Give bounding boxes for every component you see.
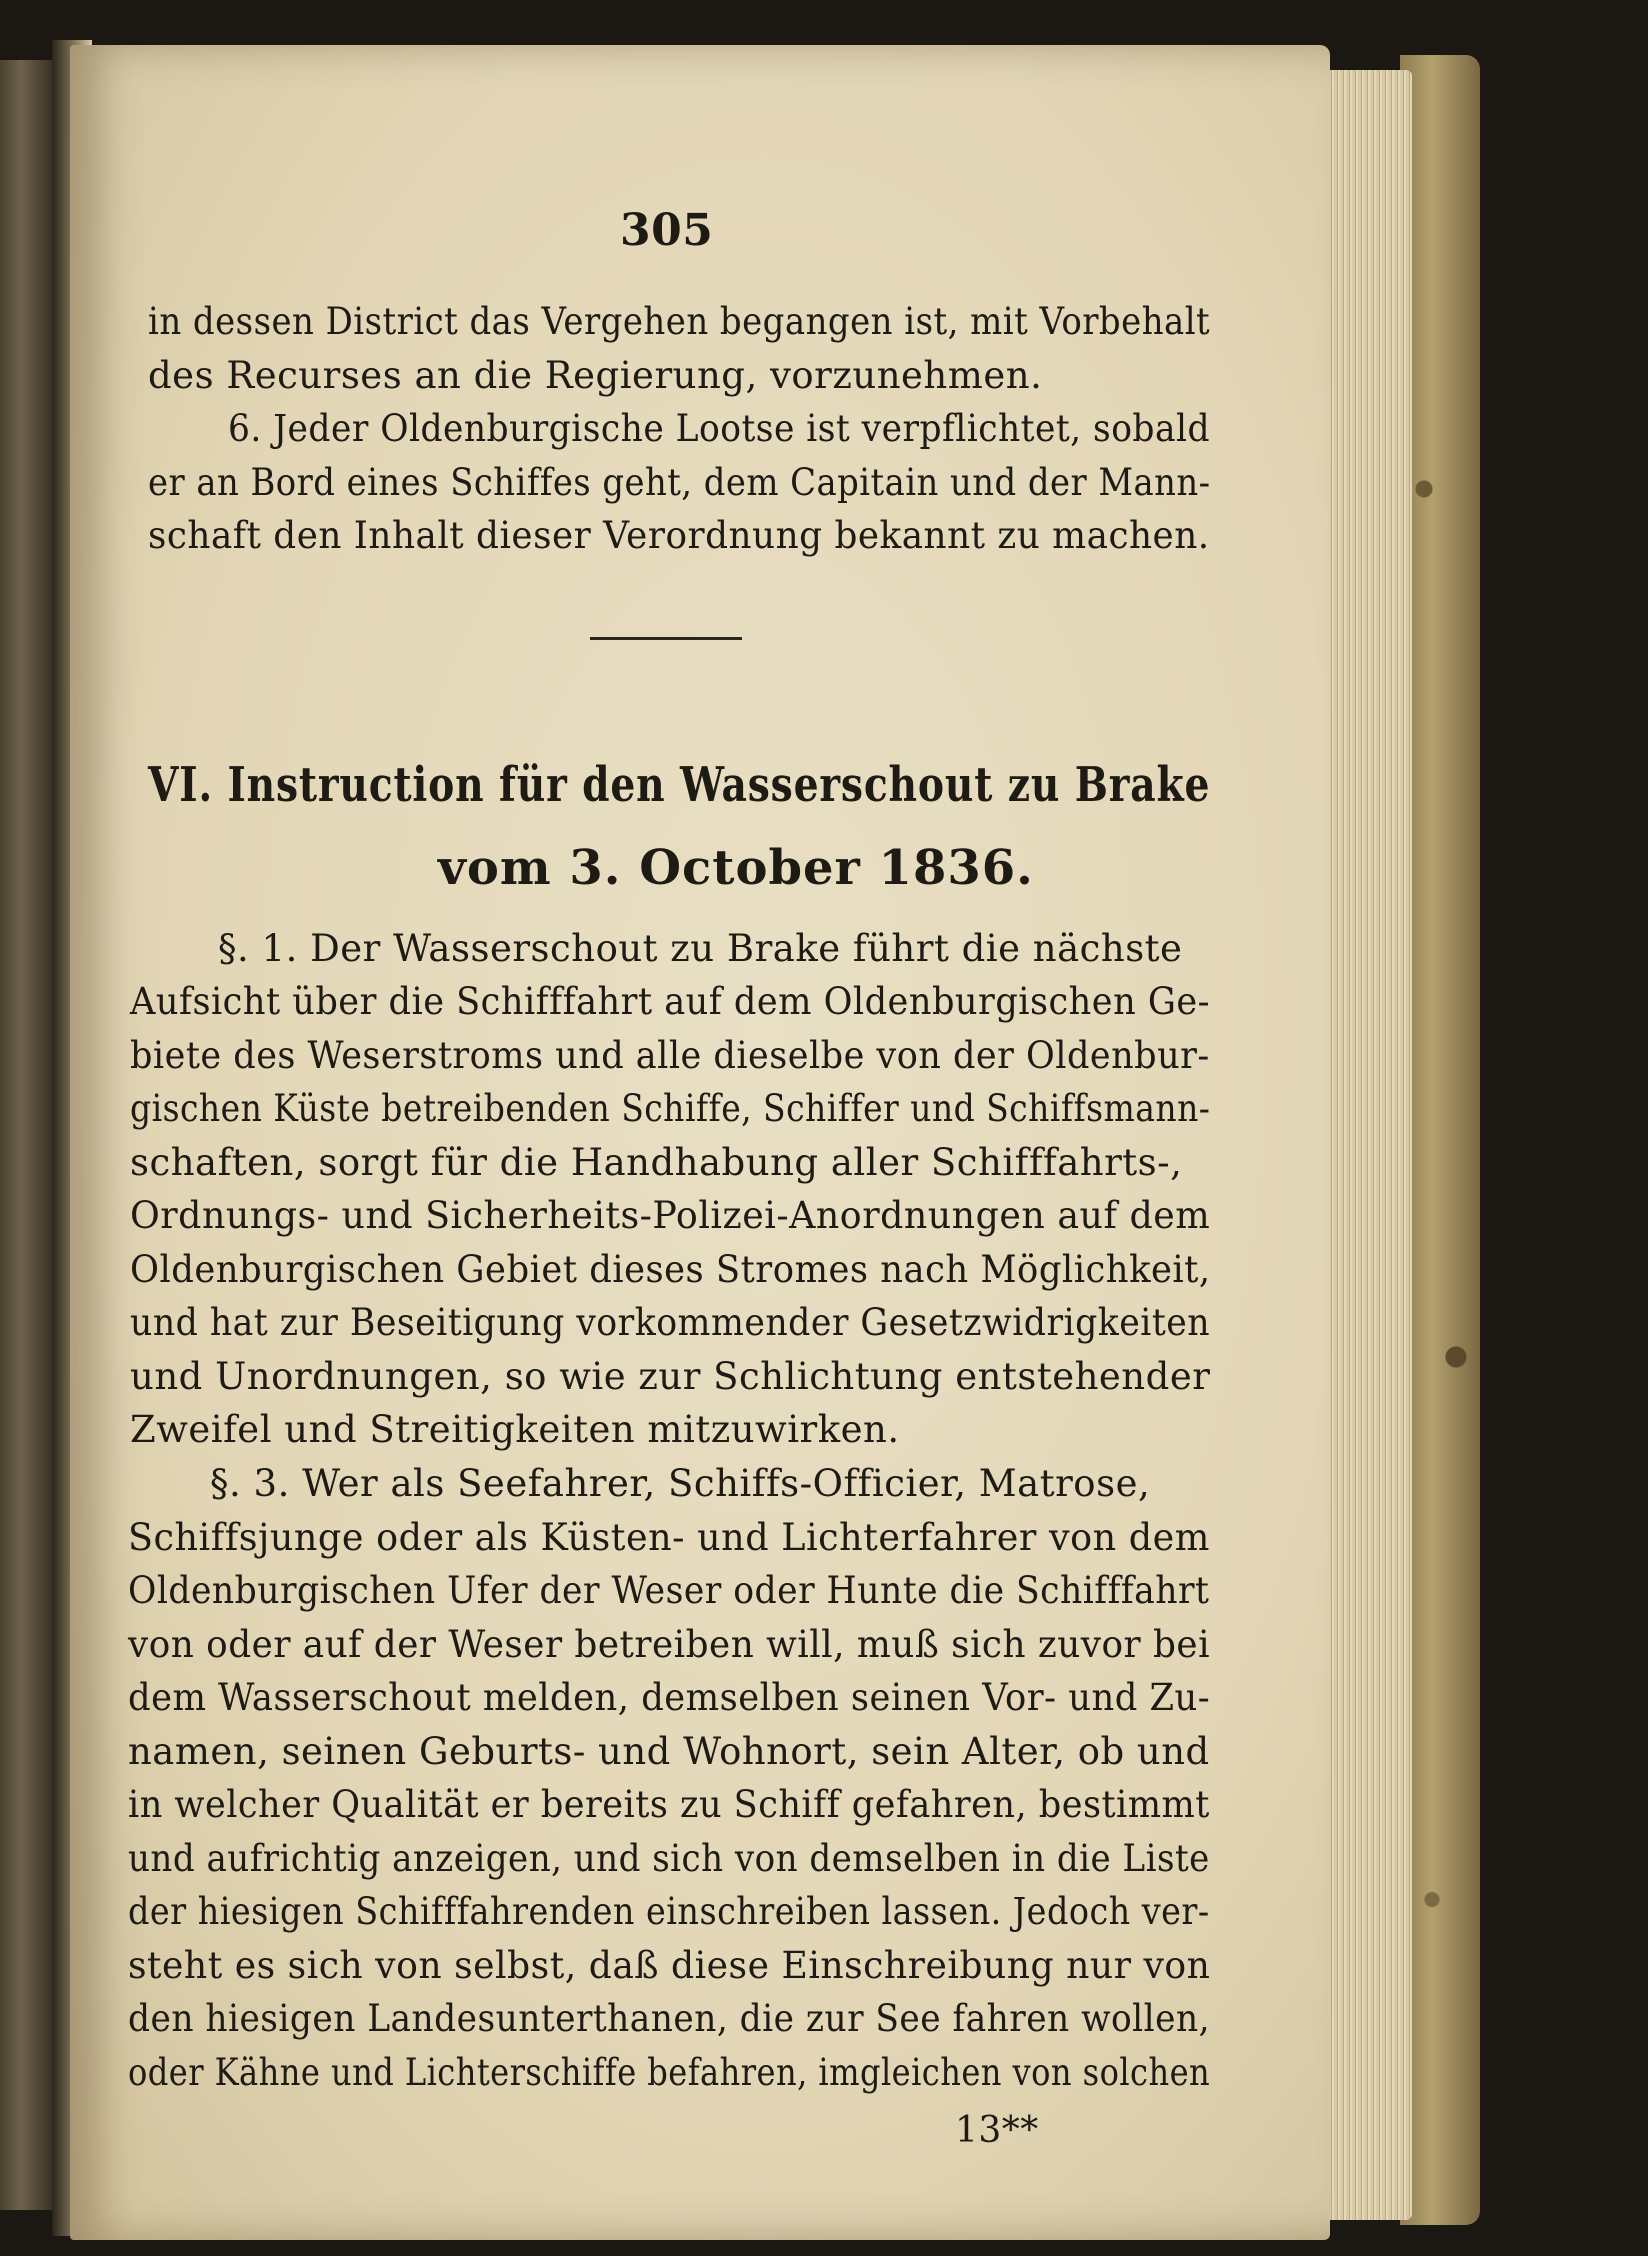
text-line: Schiffsjunge oder als Küsten- und Lichterfahrer von dem xyxy=(128,1516,1210,1559)
text-line: namen, seinen Geburts- und Wohnort, sein Alter, ob und xyxy=(128,1730,1210,1773)
text-line: den hiesigen Landesunterthanen, die zur See fahren wollen, xyxy=(128,1997,1210,2040)
text-line: 6. Jeder Oldenburgische Lootse ist verpflichtet, sobald xyxy=(228,407,1211,450)
text-line: und Unordnungen, so wie zur Schlichtung entstehender xyxy=(130,1355,1211,1398)
page-number: 305 xyxy=(620,205,714,256)
text-line: oder Kähne und Lichterschiffe befahren, imgleichen von solchen xyxy=(128,2051,1211,2094)
text-line: der hiesigen Schifffahrenden einschreiben lassen. Jedoch ver- xyxy=(128,1890,1210,1933)
text-line: dem Wasserschout melden, demselben seinen Vor- und Zu- xyxy=(128,1676,1211,1719)
book-cover xyxy=(1400,55,1480,2225)
text-line: §. 1. Der Wasserschout zu Brake führt die nächste xyxy=(218,927,1183,970)
section-divider xyxy=(590,637,742,640)
text-line: steht es sich von selbst, daß diese Einschreibung nur von xyxy=(128,1944,1211,1987)
printer-signature: 13** xyxy=(955,2110,1039,2151)
text-line: §. 3. Wer als Seefahrer, Schiffs-Officier, Matrose, xyxy=(210,1462,1151,1505)
text-line: und aufrichtig anzeigen, und sich von demselben in die Liste xyxy=(128,1837,1210,1880)
text-line: und hat zur Beseitigung vorkommender Gesetzwidrigkeiten xyxy=(130,1301,1211,1344)
text-line: des Recurses an die Regierung, vorzunehmen. xyxy=(148,354,1043,397)
section-date: vom 3. October 1836. xyxy=(438,840,1034,896)
text-line: in welcher Qualität er bereits zu Schiff gefahren, bestimmt xyxy=(128,1783,1210,1826)
previous-page-edge xyxy=(0,60,52,2210)
text-line: biete des Weserstroms und alle dieselbe von der Oldenbur- xyxy=(130,1034,1210,1077)
text-line: er an Bord eines Schiffes geht, dem Capitain und der Mann- xyxy=(148,461,1211,504)
page-edges xyxy=(1322,70,1412,2220)
text-line: schaft den Inhalt dieser Verordnung bekannt zu machen. xyxy=(148,514,1210,557)
text-line: Oldenburgischen Gebiet dieses Stromes nach Möglichkeit, xyxy=(130,1248,1211,1291)
text-line: Oldenburgischen Ufer der Weser oder Hunte die Schifffahrt xyxy=(128,1569,1210,1612)
text-line: gischen Küste betreibenden Schiffe, Schiffer und Schiffsmann- xyxy=(130,1087,1211,1130)
text-line: in dessen District das Vergehen begangen ist, mit Vorbehalt xyxy=(148,300,1211,343)
text-line: Ordnungs- und Sicherheits-Polizei-Anordnungen auf dem xyxy=(130,1194,1211,1237)
text-line: Aufsicht über die Schifffahrt auf dem Oldenburgischen Ge- xyxy=(130,980,1211,1023)
section-title: VI. Instruction für den Wasserschout zu Brake xyxy=(148,757,1211,813)
text-line: von oder auf der Weser betreiben will, muß sich zuvor bei xyxy=(128,1623,1211,1666)
text-line: Zweifel und Streitigkeiten mitzuwirken. xyxy=(130,1408,900,1451)
text-line: schaften, sorgt für die Handhabung aller Schifffahrts-, xyxy=(130,1141,1183,1184)
